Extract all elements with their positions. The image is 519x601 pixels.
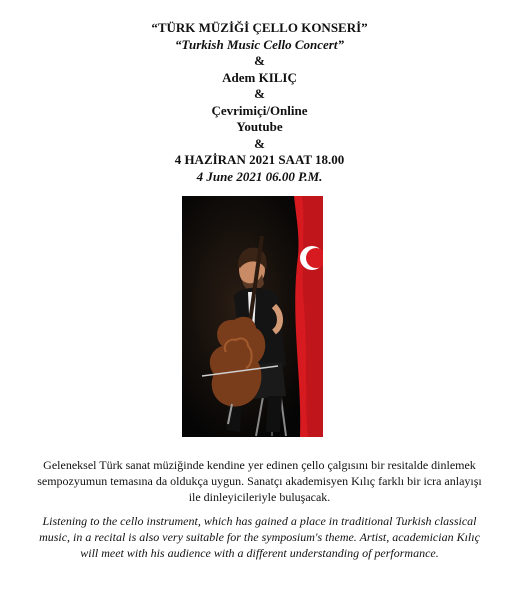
ampersand: & bbox=[254, 86, 265, 101]
description-turkish bbox=[0, 457, 519, 505]
performer-name: Adem KILIÇ bbox=[222, 69, 297, 85]
ampersand: & bbox=[254, 135, 265, 151]
cellist-photo bbox=[182, 196, 323, 437]
description-line: ile dinleyicileriyle buluşacak. bbox=[188, 490, 331, 504]
channel-label: Youtube bbox=[236, 119, 283, 134]
concert-header bbox=[0, 20, 519, 185]
date-turkish: 4 HAZİRAN 2021 SAAT 18.00 bbox=[174, 152, 345, 167]
platform-label: Çevrimiçi/Online bbox=[211, 102, 308, 118]
description-line: sempozyumun temasına da oldukça uygun. Sanatçı akademisyen Kılıç farklı bir icra anlayışı bbox=[37, 474, 482, 488]
ampersand: & bbox=[254, 53, 265, 68]
title-english: “Turkish Music Cello Concert” bbox=[175, 36, 344, 52]
description-line: will meet with his audience with a different understanding of performance. bbox=[80, 546, 439, 560]
description-line: music, in a recital is also very suitable for the symposium's theme. Artist, academician Kılıç bbox=[39, 530, 480, 544]
description-line: Listening to the cello instrument, which has gained a place in traditional Turkish classical bbox=[42, 514, 477, 528]
date-english: 4 June 2021 06.00 P.M. bbox=[196, 168, 323, 184]
description-english bbox=[0, 513, 519, 561]
description-line: Geleneksel Türk sanat müziğinde kendine yer edinen çello çalgısını bir resitalde dinlemek bbox=[43, 458, 476, 472]
title-turkish: “TÜRK MÜZİĞİ ÇELLO KONSERİ” bbox=[151, 20, 368, 35]
